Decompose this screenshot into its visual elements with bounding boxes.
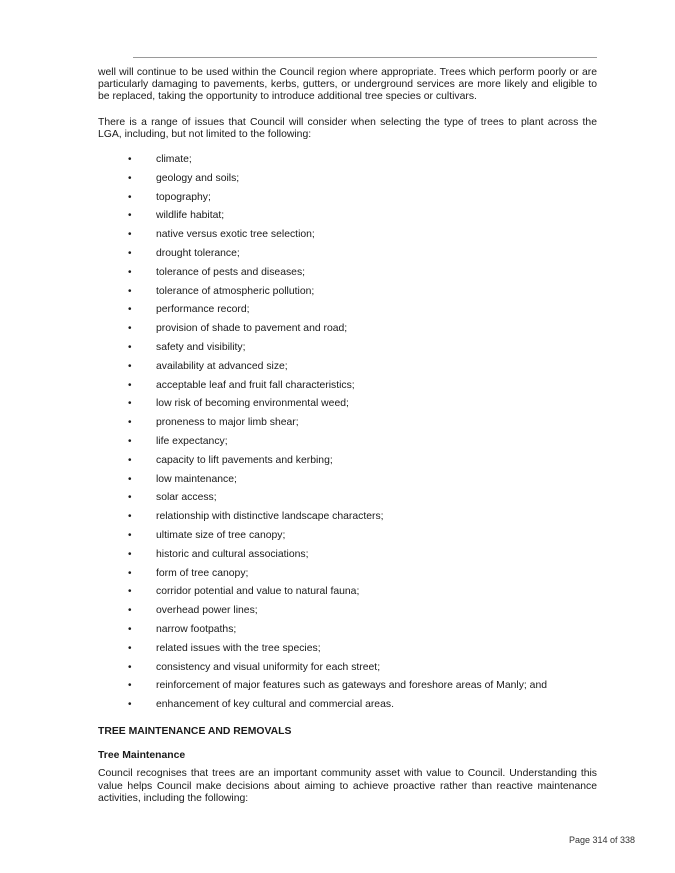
bullet-icon: • [128, 341, 132, 353]
issue-text: availability at advanced size; [156, 360, 288, 372]
subsection-heading: Tree Maintenance [98, 750, 186, 762]
bullet-icon: • [128, 379, 132, 391]
issue-list-item [98, 699, 597, 718]
bullet-icon: • [128, 680, 132, 692]
bullet-icon: • [128, 191, 132, 203]
issue-text: ultimate size of tree canopy; [156, 529, 286, 541]
issue-text: low maintenance; [156, 473, 237, 485]
issue-list-item [98, 474, 597, 493]
issue-list-item [98, 492, 597, 511]
issue-text: form of tree canopy; [156, 567, 249, 579]
issue-text: related issues with the tree species; [156, 642, 321, 654]
bullet-icon: • [128, 285, 132, 297]
bullet-icon: • [128, 248, 132, 259]
header-rule [133, 57, 597, 58]
issue-text: tolerance of atmospheric pollution; [156, 285, 315, 297]
issue-list-item [98, 680, 597, 699]
section-heading: TREE MAINTENANCE AND REMOVALS [98, 725, 292, 737]
bullet-icon: • [128, 435, 132, 447]
issue-list-item [98, 549, 597, 568]
issue-list-item [98, 342, 597, 361]
issue-text: corridor potential and value to natural fauna; [156, 586, 360, 598]
issues-paragraph: There is a range of issues that Council will consider when selecting the type of trees to plant across the LGA, including, but not limited to the following: [98, 116, 597, 140]
bullet-icon: • [128, 529, 132, 541]
issue-list-item [98, 455, 597, 474]
bullet-icon: • [128, 154, 132, 166]
issue-list-item [98, 605, 597, 624]
issue-list-item [98, 530, 597, 549]
issue-text: historic and cultural associations; [156, 548, 309, 560]
issue-list-item [98, 643, 597, 662]
document-body [98, 67, 597, 805]
bullet-icon: • [128, 567, 132, 579]
bullet-icon: • [128, 229, 132, 241]
issue-text: safety and visibility; [156, 341, 246, 353]
bullet-icon: • [128, 661, 132, 673]
bullet-icon: • [128, 210, 132, 222]
bullet-icon: • [128, 454, 132, 466]
issue-list-item [98, 417, 597, 436]
bullet-icon: • [128, 266, 132, 278]
issue-list-item [98, 511, 597, 530]
issue-text: topography; [156, 191, 211, 203]
issue-list-item [98, 192, 597, 211]
issue-text: tolerance of pests and diseases; [156, 266, 306, 278]
issue-list-item [98, 624, 597, 643]
bullet-icon: • [128, 492, 132, 504]
bullet-icon: • [128, 360, 132, 372]
issue-text: consistency and visual uniformity for each street; [156, 661, 381, 673]
bullet-icon: • [128, 473, 132, 485]
issue-list-item [98, 154, 597, 173]
issues-list [98, 154, 597, 718]
bullet-icon: • [128, 699, 132, 711]
issue-text: provision of shade to pavement and road; [156, 323, 348, 335]
bullet-icon: • [128, 605, 132, 617]
issue-list-item [98, 286, 597, 305]
issue-text: drought tolerance; [156, 248, 240, 259]
bullet-icon: • [128, 172, 132, 184]
issue-text: solar access; [156, 492, 217, 504]
issue-list-item [98, 267, 597, 286]
bullet-icon: • [128, 642, 132, 654]
issue-text: wildlife habitat; [156, 210, 225, 222]
issue-text: overhead power lines; [156, 605, 258, 617]
issue-list-item [98, 361, 597, 380]
bullet-icon: • [128, 323, 132, 335]
issue-text: relationship with distinctive landscape characters; [156, 511, 384, 523]
issue-text: performance record; [156, 304, 250, 316]
issue-text: narrow footpaths; [156, 623, 237, 635]
issue-list-item [98, 304, 597, 323]
issue-text: low risk of becoming environmental weed; [156, 398, 349, 410]
bullet-icon: • [128, 548, 132, 560]
issue-list-item [98, 398, 597, 417]
issue-list-item [98, 568, 597, 587]
issue-list-item [98, 173, 597, 192]
bullet-icon: • [128, 417, 132, 429]
issue-text: proneness to major limb shear; [156, 417, 299, 429]
issue-list-item [98, 323, 597, 342]
intro-paragraph: well will continue to be used within the Council region where appropriate. Trees which perform poorly or are particularly damaging to pavements, kerbs, gutters, or underground services are more likely and eligible to be replaced, taking the opportunity to introduce additional tree species or cultivars. [98, 67, 597, 103]
issue-list-item [98, 436, 597, 455]
issue-list-item [98, 248, 597, 267]
issue-list-item [98, 662, 597, 681]
bullet-icon: • [128, 398, 132, 410]
bullet-icon: • [128, 623, 132, 635]
issue-text: native versus exotic tree selection; [156, 229, 315, 241]
issue-text: enhancement of key cultural and commercial areas. [156, 699, 394, 711]
issue-text: life expectancy; [156, 435, 228, 447]
issue-text: acceptable leaf and fruit fall characteristics; [156, 379, 355, 391]
issue-list-item [98, 210, 597, 229]
issue-text: climate; [156, 154, 192, 166]
page-number: Page 314 of 338 [568, 835, 635, 845]
bullet-icon: • [128, 511, 132, 523]
bullet-icon: • [128, 586, 132, 598]
maintenance-paragraph: Council recognises that trees are an important community asset with value to Council. Understanding this value helps Council make decisions about aiming to achieve proactive rather than reactive maintenance activities, including the following: [98, 768, 597, 804]
issue-list-item [98, 229, 597, 248]
issue-list-item [98, 380, 597, 399]
issue-text: capacity to lift pavements and kerbing; [156, 454, 333, 466]
issue-list-item [98, 586, 597, 605]
bullet-icon: • [128, 304, 132, 316]
issue-text: reinforcement of major features such as gateways and foreshore areas of Manly; and [156, 680, 548, 692]
issue-text: geology and soils; [156, 172, 240, 184]
